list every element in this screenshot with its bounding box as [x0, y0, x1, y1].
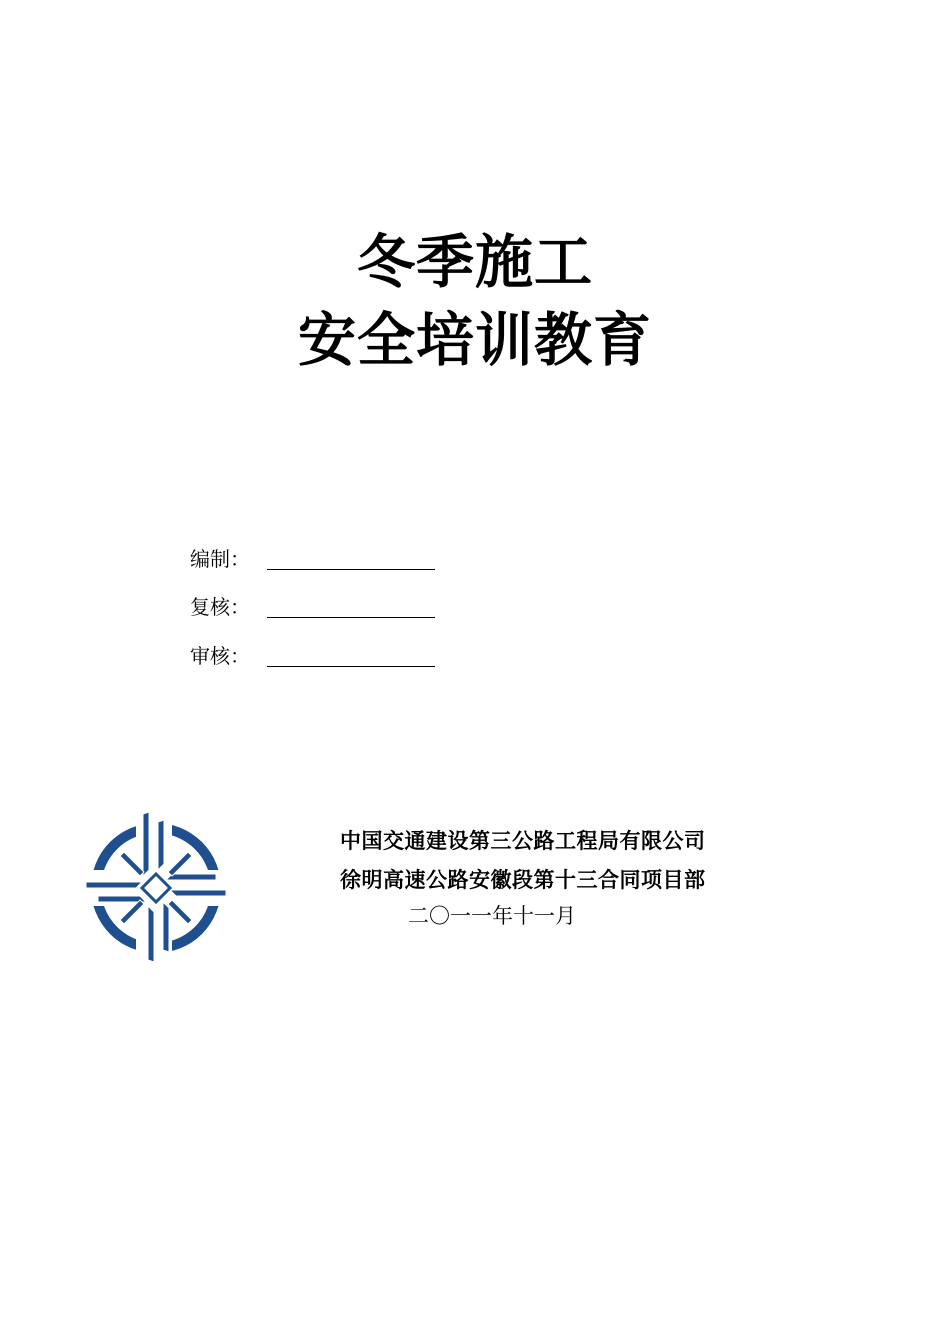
company-emblem-icon: [84, 812, 228, 962]
signature-label: 审核：: [190, 644, 250, 668]
signature-line: [267, 569, 435, 570]
signature-row-approved: [190, 642, 450, 672]
signature-line: [267, 666, 435, 667]
signature-row-reviewed: [190, 593, 450, 623]
document-title-line2: 安全培训教育: [297, 306, 652, 374]
project-department-name: 徐明高速公路安徽段第十三合同项目部: [340, 868, 706, 892]
document-title-line1: 冬季施工: [356, 228, 593, 296]
signature-label: 编制：: [190, 547, 250, 571]
organization-name: 中国交通建设第三公路工程局有限公司: [340, 829, 706, 853]
signature-line: [267, 617, 435, 618]
signature-label: 复核：: [190, 595, 250, 619]
document-date: 二〇一一年十一月: [408, 904, 576, 928]
signature-row-compiled: [190, 545, 450, 575]
